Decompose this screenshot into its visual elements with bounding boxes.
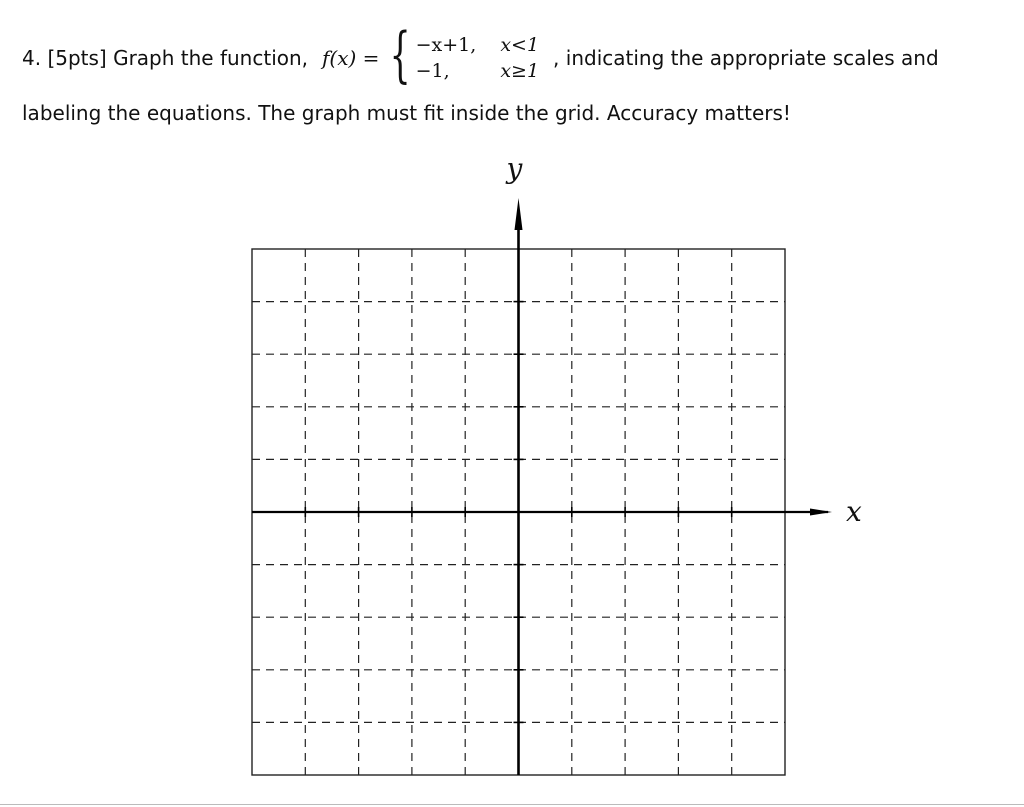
y-axis-label: y: [506, 152, 523, 185]
left-brace: {: [390, 20, 412, 90]
x-axis-label: x: [846, 495, 862, 528]
question-line-2: labeling the equations. The graph must fit inside the grid. Accuracy matters!: [22, 101, 791, 125]
x-axis-arrow: [810, 509, 832, 516]
y-axis-arrow: [515, 198, 523, 230]
case-1-expression: −x+1,: [415, 34, 477, 56]
question-continuation-text: , indicating the appropriate scales and: [553, 46, 939, 70]
case-1-condition: x<1: [500, 34, 540, 56]
case-2-expression: −1,: [415, 60, 450, 82]
page-divider: [0, 804, 1024, 805]
case-2-condition: x≥1: [500, 60, 540, 82]
question-number-text: 4. [5pts] Graph the function,: [22, 46, 309, 70]
function-lhs: f(x) =: [322, 46, 380, 70]
